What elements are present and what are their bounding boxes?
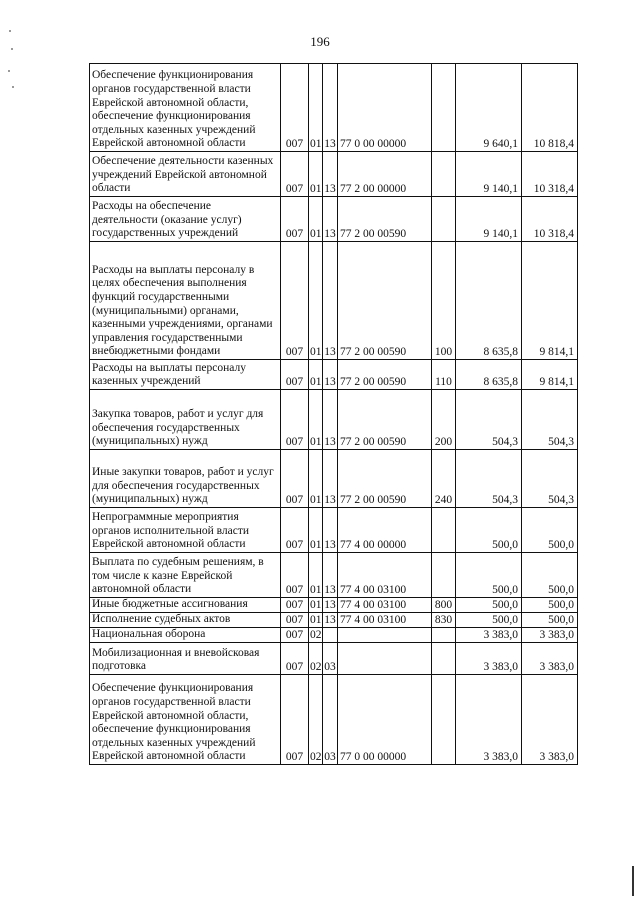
cell-value-1: 500,0 [456,598,522,613]
cell-name: Мобилизационная и вневойсковая подготовка [90,643,281,675]
scan-speck [8,70,10,72]
cell-value-1: 500,0 [456,553,522,598]
scan-edge-mark [632,866,634,896]
table-row [90,675,578,765]
scan-speck [12,86,14,88]
cell-admin: 007 [281,628,309,643]
cell-subsection: 13 [323,553,338,598]
table-row [90,197,578,242]
cell-target: 77 2 00 00590 [338,242,432,360]
cell-admin: 007 [281,242,309,360]
cell-section: 02 [310,629,322,641]
cell-admin: 007 [281,675,309,765]
cell-type: 110 [432,360,456,390]
cell-type [432,508,456,553]
cell-type [432,675,456,765]
table-body [90,64,578,765]
cell-admin: 007 [281,390,309,450]
cell-admin: 007 [281,553,309,598]
cell-subsection: 13 [323,197,338,242]
cell-section: 01 [309,553,323,598]
cell-value-2: 3 383,0 [522,628,578,643]
cell-value-2: 500,0 [522,598,578,613]
cell-admin: 007 [281,197,309,242]
cell-value-1: 504,3 [456,450,522,508]
table-row [90,152,578,197]
cell-section: 01 [309,64,323,152]
cell-section: 01 [310,614,322,626]
cell-target: 77 4 00 03100 [338,613,432,628]
cell-name: Иные бюджетные ассигнования [90,598,281,613]
cell-subsection: 03 [323,675,338,765]
cell-type: 100 [432,242,456,360]
cell-subsection [323,628,338,643]
cell-subsection: 13 [323,508,338,553]
cell-target: 77 2 00 00590 [338,197,432,242]
table-row [90,360,578,390]
cell-type [432,643,456,675]
cell-value-2: 504,3 [522,390,578,450]
cell-target: 77 2 00 00590 [338,360,432,390]
cell-section: 01 [309,508,323,553]
cell-target: 77 2 00 00000 [338,152,432,197]
cell-type [432,152,456,197]
page-number: 196 [310,34,330,49]
cell-section: 01 [310,599,322,611]
cell-name: Расходы на выплаты персоналу казенных учреждений [90,360,281,390]
cell-target: 77 0 00 00000 [338,64,432,152]
cell-subsection: 13 [323,360,338,390]
cell-value-2: 3 383,0 [522,675,578,765]
cell-name: Расходы на выплаты персоналу в целях обеспечения выполнения функций государственными (муниципальными) органами, казенными учреждениями, органами управления государственными внебюджетными фондами [90,242,281,360]
cell-value-1: 504,3 [456,390,522,450]
cell-type [432,628,456,643]
cell-value-1: 9 140,1 [456,197,522,242]
cell-value-2: 500,0 [522,613,578,628]
cell-type: 830 [432,613,456,628]
cell-name: Обеспечение деятельности казенных учреждений Еврейской автономной области [90,152,281,197]
cell-value-2: 504,3 [522,450,578,508]
cell-subsection: 13 [324,614,336,626]
cell-section: 02 [309,643,323,675]
cell-value-2: 500,0 [522,508,578,553]
cell-name: Выплата по судебным решениям, в том числе к казне Еврейской автономной области [90,553,281,598]
cell-section: 01 [309,390,323,450]
table-row [90,450,578,508]
table-row [90,242,578,360]
cell-value-2: 10 318,4 [522,197,578,242]
cell-value-2: 10 818,4 [522,64,578,152]
cell-section: 02 [309,675,323,765]
cell-admin: 007 [281,152,309,197]
cell-admin: 007 [281,450,309,508]
cell-subsection: 13 [323,450,338,508]
cell-target: 77 4 00 03100 [338,553,432,598]
table-row [90,643,578,675]
cell-value-1: 500,0 [456,613,522,628]
cell-type [432,553,456,598]
cell-type: 800 [432,598,456,613]
table-row [90,613,578,628]
cell-value-2: 10 318,4 [522,152,578,197]
cell-target: 77 2 00 00590 [338,450,432,508]
cell-value-1: 3 383,0 [456,643,522,675]
cell-subsection: 13 [323,64,338,152]
cell-value-1: 8 635,8 [456,242,522,360]
cell-subsection: 13 [324,599,336,611]
table-row [90,628,578,643]
cell-section: 01 [309,197,323,242]
cell-value-2: 500,0 [522,553,578,598]
cell-target: 77 0 00 00000 [338,675,432,765]
cell-value-1: 3 383,0 [456,675,522,765]
cell-subsection: 13 [323,152,338,197]
cell-value-2: 9 814,1 [522,242,578,360]
cell-section: 01 [309,242,323,360]
cell-section: 01 [309,152,323,197]
cell-value-2: 3 383,0 [522,643,578,675]
cell-name: Закупка товаров, работ и услуг для обеспечения государственных (муниципальных) нужд [90,390,281,450]
cell-value-1: 3 383,0 [456,628,522,643]
cell-value-2: 9 814,1 [522,360,578,390]
cell-name: Национальная оборона [90,628,281,643]
cell-value-1: 8 635,8 [456,360,522,390]
scan-speck [9,30,11,32]
cell-admin: 007 [281,360,309,390]
table-row [90,598,578,613]
cell-section: 01 [309,360,323,390]
cell-target [338,628,432,643]
cell-value-1: 9 140,1 [456,152,522,197]
cell-admin: 007 [281,508,309,553]
table-row [90,508,578,553]
cell-name: Непрограммные мероприятия органов исполнительной власти Еврейской автономной области [90,508,281,553]
cell-name: Обеспечение функционирования органов государственной власти Еврейской автономной области, обеспечение функционирования отдельных казенных учреждений Еврейской автономной области [90,64,281,152]
cell-target: 77 2 00 00590 [338,390,432,450]
scan-speck [11,48,13,50]
cell-target: 77 4 00 00000 [338,508,432,553]
cell-admin: 007 [281,64,309,152]
cell-target [338,643,432,675]
cell-name: Иные закупки товаров, работ и услуг для обеспечения государственных (муниципальных) нужд [90,450,281,508]
cell-name: Расходы на обеспечение деятельности (оказание услуг) государственных учреждений [90,197,281,242]
cell-subsection: 13 [323,390,338,450]
cell-type: 240 [432,450,456,508]
cell-name: Исполнение судебных актов [90,613,281,628]
cell-target: 77 4 00 03100 [338,598,432,613]
cell-name: Обеспечение функционирования органов государственной власти Еврейской автономной области, обеспечение функционирования отдельных казенных учреждений Еврейской автономной области [90,675,281,765]
cell-subsection: 13 [323,242,338,360]
cell-type: 200 [432,390,456,450]
cell-type [432,64,456,152]
cell-value-1: 9 640,1 [456,64,522,152]
budget-table [89,63,578,765]
table-row [90,64,578,152]
cell-admin: 007 [281,613,309,628]
cell-value-1: 500,0 [456,508,522,553]
cell-admin: 007 [281,643,309,675]
cell-admin: 007 [281,598,309,613]
cell-subsection: 03 [323,643,338,675]
table-row [90,553,578,598]
cell-type [432,197,456,242]
cell-section: 01 [309,450,323,508]
table-row [90,390,578,450]
